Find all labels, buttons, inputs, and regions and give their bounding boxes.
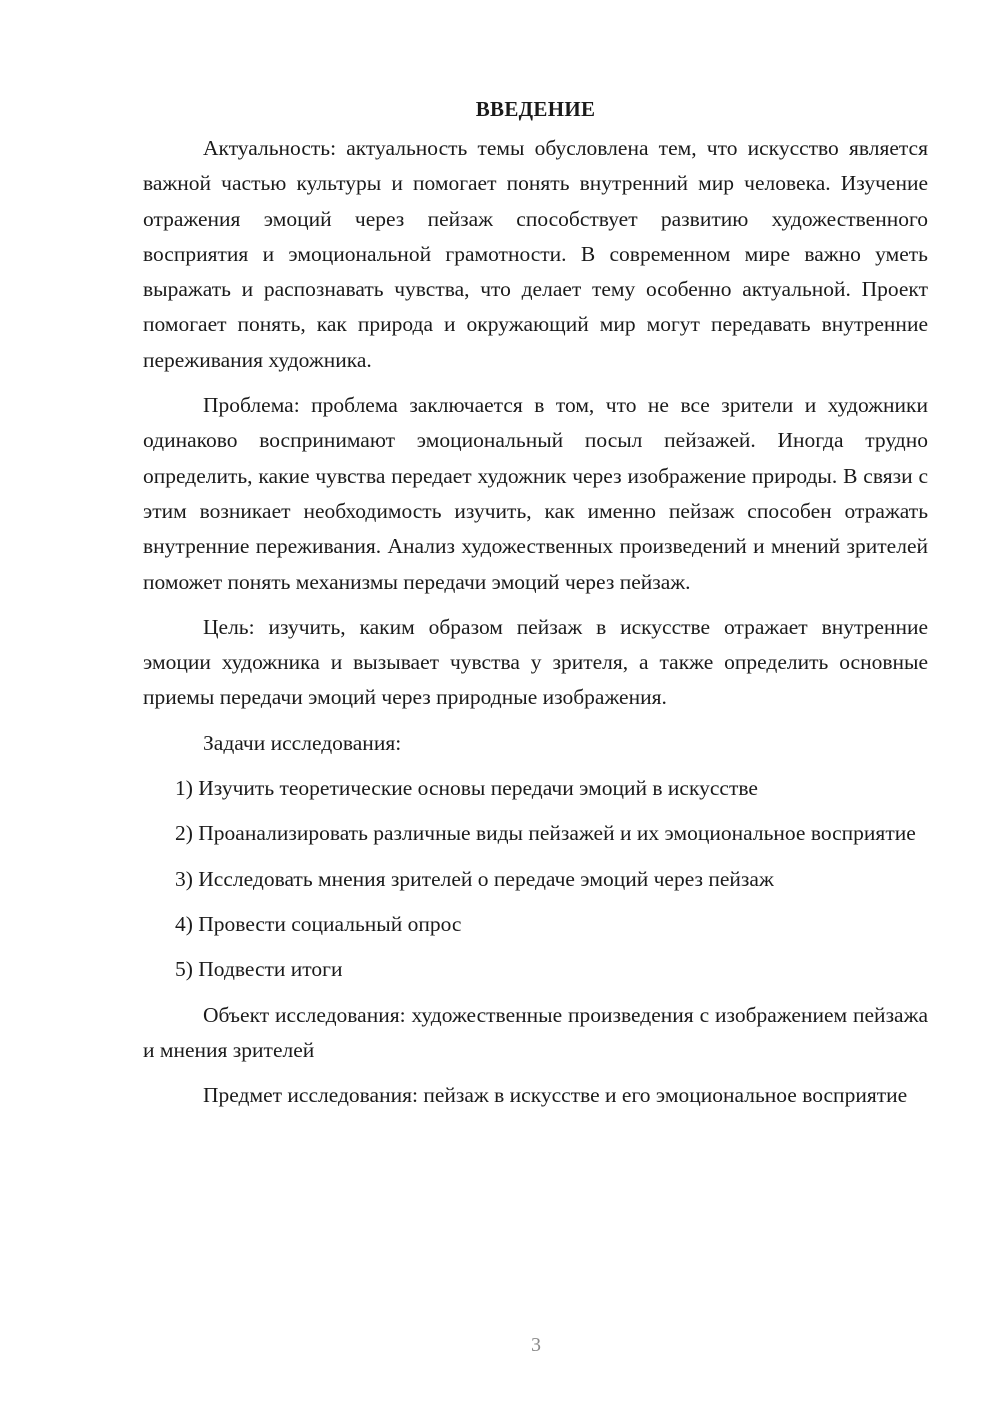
document-page: [143, 92, 928, 1123]
goal-paragraph: Цель: изучить, каким образом пейзаж в искусстве отражает внутренние эмоции художника и вызывает чувства у зрителя, а также определить основные приемы передачи эмоций через природные изображения.: [143, 614, 928, 710]
tasks-heading: Задачи исследования:: [203, 730, 402, 755]
problem-paragraph: Проблема: проблема заключается в том, что не все зрители и художники одинаково воспринимают эмоциональный посыл пейзажей. Иногда трудно определить, какие чувства передает художник через изображение природы. В связи с этим возникает необходимость изучить, как именно пейзаж способен отражать внутренние переживания. Анализ художественных произведений и мнений зрителей поможет понять механизмы передачи эмоций через пейзаж.: [143, 393, 928, 594]
page-title: ВВЕДЕНИЕ: [475, 97, 596, 121]
relevance-paragraph: Актуальность: актуальность темы обусловлена тем, что искусство является важной частью культуры и помогает понять внутренний мир человека. Изучение отражения эмоций через пейзаж способствует развитию художественного восприятия и эмоциональной грамотности. В современном мире важно уметь выражать и распознавать чувства, что делает тему особенно актуальной. Проект помогает понять, как природа и окружающий мир могут передавать внутренние переживания художника.: [143, 136, 928, 372]
task-item-3: 3) Исследовать мнения зрителей о передаче эмоций через пейзаж: [175, 866, 774, 891]
task-item-5: 5) Подвести итоги: [175, 957, 343, 982]
task-item-1: 1) Изучить теоретические основы передачи эмоций в искусстве: [175, 776, 758, 801]
object-paragraph: Объект исследования: художественные произведения с изображением пейзажа и мнения зрителей: [143, 1002, 928, 1062]
subject-paragraph: Предмет исследования: пейзаж в искусстве и его эмоциональное восприятие: [203, 1083, 908, 1108]
task-item-2: 2) Проанализировать различные виды пейзажей и их эмоциональное восприятие: [175, 821, 916, 846]
page-number: 3: [531, 1334, 541, 1356]
task-item-4: 4) Провести социальный опрос: [175, 911, 462, 936]
